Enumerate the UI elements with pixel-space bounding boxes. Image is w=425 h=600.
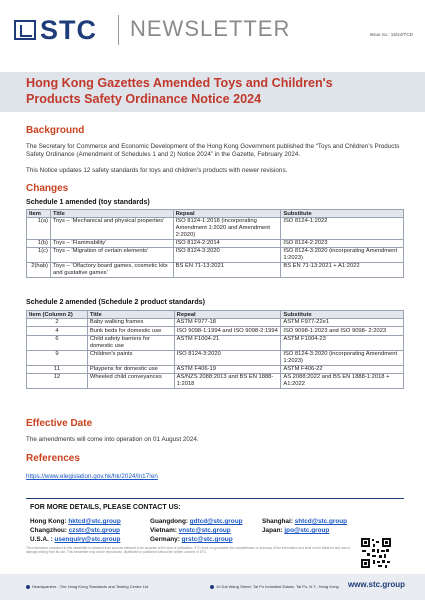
contact-label: Hong Kong: (30, 518, 67, 525)
column-header: Repeal (174, 311, 281, 319)
table-row (27, 247, 404, 262)
table-cell: Toys – ‘Migration of certain elements’ (50, 247, 173, 262)
contact-email-link[interactable]: shtcd@stc.group (294, 518, 348, 525)
table-cell: ASTM F977-22e1 (281, 319, 404, 327)
table-cell: Toys – ‘Flammability’ (50, 239, 173, 247)
contact-email-link[interactable]: jpo@stc.group (284, 527, 330, 534)
contact-japan (262, 527, 329, 534)
table-cell: ISO 8124-1:2022 (281, 218, 404, 240)
table-cell: 2(hab) (27, 262, 51, 277)
table-row (27, 239, 404, 247)
contact-email-link[interactable]: gdtcd@stc.group (189, 518, 243, 525)
qr-code-icon (360, 537, 392, 569)
contact-label: Germany: (150, 536, 180, 543)
table-cell: ASTM F406-19 (174, 365, 281, 373)
table-cell: 4 (27, 327, 88, 335)
footer-address (210, 584, 339, 589)
table-cell: Wheeled child conveyances (87, 374, 174, 389)
contact-divider (26, 498, 404, 499)
footer-hq-text: Headquarters - The Hong Kong Standards and Testing Centre Ltd (32, 584, 149, 589)
schedule1-table (26, 209, 404, 278)
footer-address-text: 10 Dai Wang Street, Tai Po Industrial Estate, Tai Po, N.T., Hong Kong (216, 584, 339, 589)
table-row (27, 218, 404, 240)
column-header: Item (27, 210, 51, 218)
table-cell: Child safety barriers for domestic use (87, 335, 174, 350)
table-cell: ASTM F1004-21 (174, 335, 281, 350)
disclaimer-text: The information contained in this newsletter is obtained from sources believed to be accurate at the time of publication. STC does not guarantee the completeness or accuracy of the information and shall not be liable for any loss or damage arising from its use. This newsletter may not be reproduced, distributed or published without the written consent of STC. (26, 546, 351, 555)
article-title-line-1: Hong Kong Gazettes Amended Toys and Children's (26, 76, 333, 90)
table-cell: AS/NZS 2088:2013 and BS EN 1888-1:2018 (174, 374, 281, 389)
contact-shanghai (262, 518, 347, 525)
table-cell: ISO 8124-2:2014 (173, 239, 281, 247)
contact-vietnam (150, 527, 231, 534)
contact-guangdong (150, 518, 243, 525)
table-cell: ISO 8124-3:2020 (incorporating Amendment 1:2023) (281, 247, 404, 262)
article-title-line-2: Products Safety Ordinance Notice 2024 (26, 92, 262, 106)
contact-label: Changzhou: (30, 527, 67, 534)
contact-label: U.S.A. : (30, 536, 53, 543)
table-cell: Toys – ‘Olfactory board games, cosmetic kits and gustative games’ (50, 262, 173, 277)
effective-date-heading: Effective Date (26, 418, 93, 429)
table-cell: ASTM F1004-23 (281, 335, 404, 350)
table-cell: 1(b) (27, 239, 51, 247)
contact-email-link[interactable]: usenquiry@stc.group (54, 536, 121, 543)
table-row (27, 327, 404, 335)
schedule2-table (26, 310, 404, 389)
table-cell: Bunk beds for domestic use (87, 327, 174, 335)
header-divider (118, 15, 119, 45)
table-cell: Toys – ‘Mechanical and physical properties’ (50, 218, 173, 240)
effective-date-text: The amendments will come into operation on 01 August 2024. (26, 436, 199, 443)
table-cell: ASTM F406-22 (281, 365, 404, 373)
column-header: Title (50, 210, 173, 218)
contact-heading: FOR MORE DETAILS, PLEASE CONTACT US: (30, 504, 181, 511)
schedule2-title: Schedule 2 amended (Schedule 2 product standards) (26, 298, 205, 306)
table-cell: AS 2088:2022 and BS EN 1888-1:2018 + A1:2022 (281, 374, 404, 389)
table-cell: 1(c) (27, 247, 51, 262)
stc-logo-text: STC (40, 15, 97, 45)
contact-email-link[interactable]: vnstc@stc.group (178, 527, 231, 534)
column-header: Title (87, 311, 174, 319)
contact-label: Japan: (262, 527, 283, 534)
table-cell: 9 (27, 350, 88, 365)
stc-logo-icon (14, 20, 36, 40)
table-cell: Children's paints (87, 350, 174, 365)
table-cell: 11 (27, 365, 88, 373)
contact-hong-kong (30, 518, 121, 525)
contact-label: Guangdong: (150, 518, 188, 525)
table-cell: ISO 8124-3:2020 (174, 350, 281, 365)
table-cell: ASTM F977-18 (174, 319, 281, 327)
table-row (27, 262, 404, 277)
contact-changzhou (30, 527, 120, 534)
table-row (27, 319, 404, 327)
table-cell: ISO 8124-1:2018 (incorporating Amendment 1:2020 and Amendment 2:2020) (173, 218, 281, 240)
table-cell: ISO 9098-1:1994 and ISO 9098-2:1994 (174, 327, 281, 335)
contact-label: Shanghai: (262, 518, 293, 525)
table-cell: ISO 8124-3:2020 (incorporating Amendment 1:2023) (281, 350, 404, 365)
contact-label: Vietnam: (150, 527, 177, 534)
table-cell: ISO 8124-3:2020 (173, 247, 281, 262)
table-cell: 2 (27, 319, 88, 327)
contact-usa (30, 536, 120, 543)
column-header: Item (Column 2) (27, 311, 88, 319)
table-cell: BS EN 71-13:2021 + A1:2022 (281, 262, 404, 277)
schedule1-header-row (27, 210, 404, 218)
newsletter-header (0, 0, 425, 68)
issue-number: Issue no.: 16/24/TCD (369, 32, 413, 37)
table-cell: 12 (27, 374, 88, 389)
table-cell: BS EN 71-13:2021 (173, 262, 281, 277)
location-pin-icon (210, 585, 214, 589)
footer-headquarters (26, 584, 148, 589)
table-row (27, 374, 404, 389)
table-cell: 6 (27, 335, 88, 350)
contact-germany (150, 536, 233, 543)
location-pin-icon (26, 585, 30, 589)
table-row (27, 365, 404, 373)
footer-website-link[interactable]: www.stc.group (347, 580, 405, 589)
table-cell: Playpens for domestic use (87, 365, 174, 373)
table-row (27, 350, 404, 365)
changes-heading: Changes (26, 183, 69, 194)
schedule1-title: Schedule 1 amended (toy standards) (26, 198, 150, 206)
column-header: Substitute (281, 311, 404, 319)
newsletter-title: NEWSLETTER (130, 16, 291, 41)
background-paragraph-1: The Secretary for Commerce and Economic Development of the Hong Kong Government published the “Toys and Children’s Products Safety Ordinance (Amendment of Schedules 1 and 2) Notice 2024” in the Gazette, February 2024. (26, 143, 400, 159)
table-cell: Baby walking frames (87, 319, 174, 327)
contact-email-link[interactable]: hktcd@stc.group (68, 518, 121, 525)
contact-email-link[interactable]: czstc@stc.group (68, 527, 121, 534)
reference-link[interactable]: https://www.elegislation.gov.hk/hk/2024/ln17!en (26, 473, 158, 480)
table-row (27, 335, 404, 350)
contact-email-link[interactable]: grstc@stc.group (181, 536, 233, 543)
background-heading: Background (26, 125, 85, 136)
table-cell: 1(a) (27, 218, 51, 240)
column-header: Substitute (281, 210, 404, 218)
background-paragraph-2: This Notice updates 12 safety standards for toys and children’s products with newer revisions. (26, 167, 288, 174)
schedule2-header-row (27, 311, 404, 319)
table-cell: ISO 9098-1:2023 and ISO 9098- 2:2023 (281, 327, 404, 335)
column-header: Repeal (173, 210, 281, 218)
table-cell: ISO 8124-2:2023 (281, 239, 404, 247)
references-heading: References (26, 453, 80, 464)
